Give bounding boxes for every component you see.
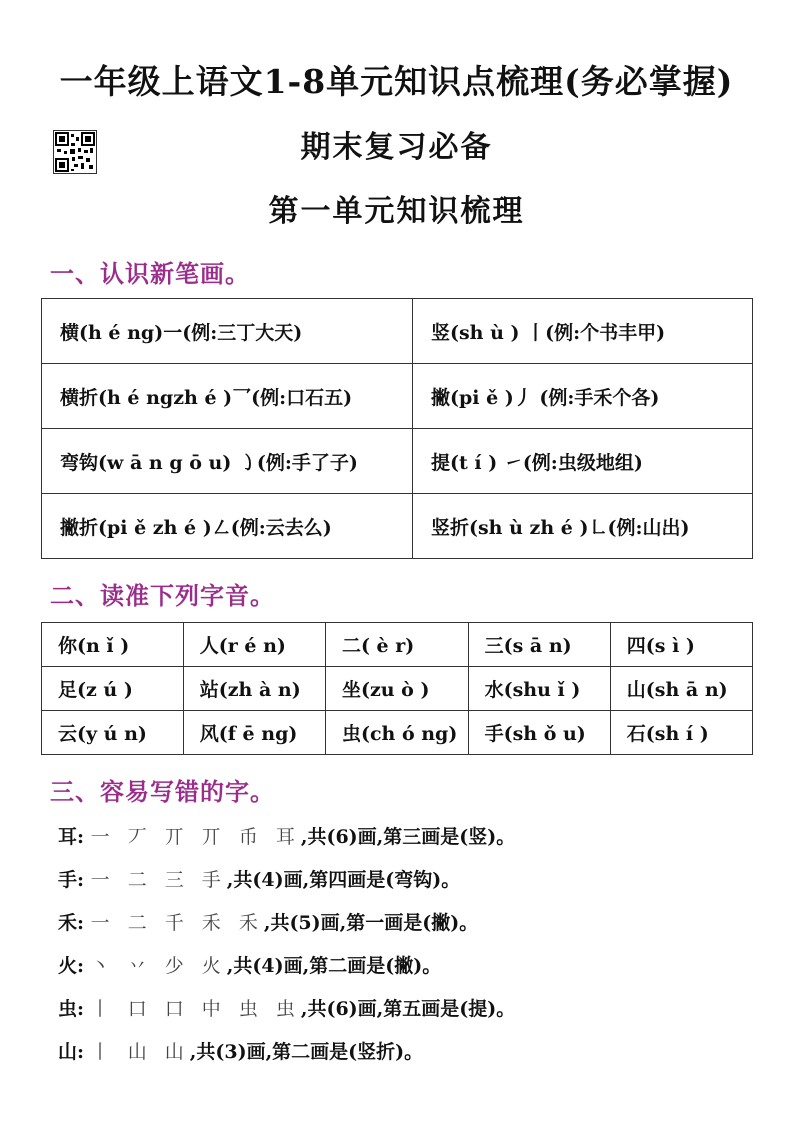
stroke-info: ,共(4)画,第二画是(撇)。 [226,955,442,977]
stroke-cell: 撇(pi ě )丿 (例:手禾个各) [413,364,753,429]
stroke-info: ,共(5)画,第一画是(撇)。 [263,912,479,934]
stroke-order-list [58,822,515,1080]
new-strokes-table [41,298,753,559]
character: 火 [58,955,78,977]
list-item: 山: 丨 山 山,共(3)画,第二画是(竖折)。 [58,1041,424,1063]
pinyin-cell: 风(f ē ng) [183,711,325,755]
table-row [42,429,753,494]
pinyin-cell: 云(y ú n) [42,711,184,755]
pinyin-cell: 石(sh í ) [610,711,752,755]
character: 虫 [58,998,78,1020]
list-item: 禾: 一 二 千 禾 禾,共(5)画,第一画是(撇)。 [58,912,479,934]
pinyin-cell: 山(sh ā n) [610,667,752,711]
stroke-sequence: 一 二 三 手 [90,869,227,891]
character: 手 [58,869,78,891]
table-row [42,667,753,711]
stroke-info: ,共(3)画,第二画是(竖折)。 [189,1041,424,1063]
list-item: 手: 一 二 三 手,共(4)画,第四画是(弯钩)。 [58,869,461,891]
table-row [42,494,753,559]
stroke-sequence: 丨 口 口 中 虫 虫 [90,998,301,1020]
pinyin-cell: 二( è r) [325,623,468,667]
pinyin-cell: 你(n ǐ ) [42,623,184,667]
pinyin-cell: 三(s ā n) [468,623,610,667]
section-heading-common-mistakes: 三、容易写错的字。 [50,777,275,806]
stroke-cell: 竖折(sh ù zh é )㇗(例:山出) [413,494,753,559]
stroke-cell: 横折(h é ngzh é )乛(例:口石五) [42,364,413,429]
list-item: 耳: 一 丆 丌 丌 币 耳,共(6)画,第三画是(竖)。 [58,826,516,848]
stroke-cell: 弯钩(w ā n g ō u) ㇁(例:手了子) [42,429,413,494]
stroke-sequence: 丨 山 山 [90,1041,190,1063]
pinyin-cell: 手(sh ǒ u) [468,711,610,755]
pinyin-cell: 足(z ú ) [42,667,184,711]
table-row [42,623,753,667]
character: 耳 [58,826,78,848]
stroke-sequence: 丶 丷 少 火 [90,955,227,977]
stroke-cell: 提(t í ) ㇀(例:虫级地组) [413,429,753,494]
unit-title: 第一单元知识梳理 [268,194,525,229]
section-heading-pronunciation: 二、读准下列字音。 [50,581,275,610]
stroke-cell: 竖(sh ù ) 丨(例:个书丰甲) [413,299,753,364]
stroke-sequence: 一 二 千 禾 禾 [90,912,264,934]
pinyin-cell: 站(zh à n) [183,667,325,711]
stroke-cell: 横(h é ng)一(例:三丁大天) [42,299,413,364]
section-heading-strokes: 一、认识新笔画。 [50,259,250,288]
pinyin-cell: 坐(zu ò ) [325,667,468,711]
stroke-cell: 撇折(pi ě zh é )㇜(例:云去么) [42,494,413,559]
stroke-info: ,共(6)画,第三画是(竖)。 [300,826,516,848]
character: 山 [58,1041,78,1063]
stroke-info: ,共(4)画,第四画是(弯钩)。 [226,869,461,891]
list-item: 火: 丶 丷 少 火,共(4)画,第二画是(撇)。 [58,955,442,977]
stroke-sequence: 一 丆 丌 丌 币 耳 [90,826,301,848]
pronunciation-table [41,622,753,755]
pinyin-cell: 四(s ì ) [610,623,752,667]
pinyin-cell: 人(r é n) [183,623,325,667]
list-item: 虫: 丨 口 口 中 虫 虫,共(6)画,第五画是(提)。 [58,998,516,1020]
table-row [42,364,753,429]
document-title: 一年级上语文1-8单元知识点梳理(务必掌握) [59,62,734,101]
table-row [42,711,753,755]
pinyin-cell: 虫(ch ó ng) [325,711,468,755]
stroke-info: ,共(6)画,第五画是(提)。 [300,998,516,1020]
table-row [42,299,753,364]
character: 禾 [58,912,78,934]
pinyin-cell: 水(shu ǐ ) [468,667,610,711]
document-subtitle: 期末复习必备 [300,130,493,165]
